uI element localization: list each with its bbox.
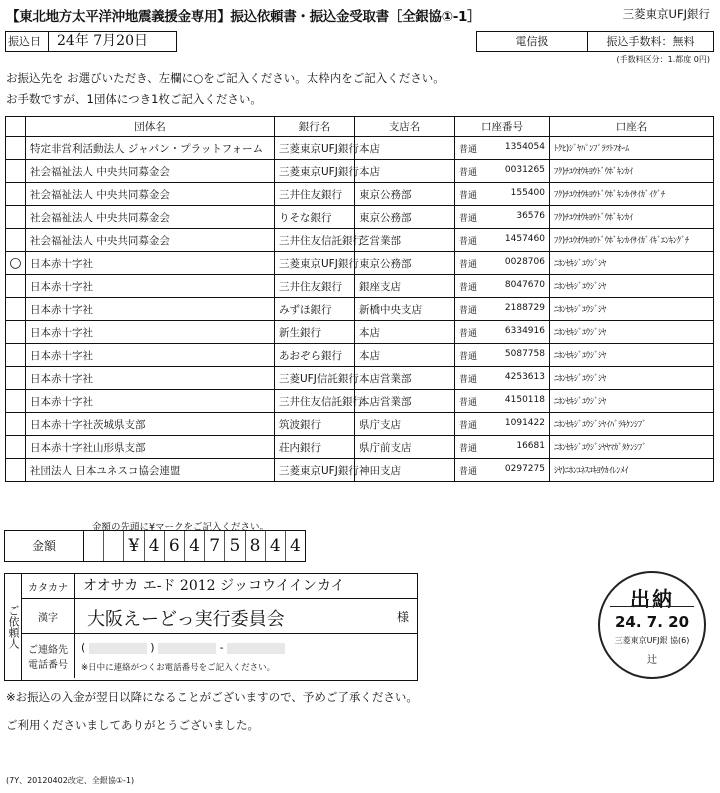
account-type: 普通 — [459, 167, 478, 178]
fee-label: 振込手数料：無料 — [606, 35, 695, 48]
amount-digits[interactable] — [84, 531, 305, 561]
bank-cell: 新生銀行 — [275, 321, 355, 344]
org-cell: 日本赤十字社 — [26, 252, 275, 275]
amount-digit[interactable]: 4 — [266, 531, 286, 561]
org-cell: 日本赤十字社 — [26, 390, 275, 413]
amount-box — [4, 530, 306, 562]
bank-cell: 三井住友銀行 — [275, 275, 355, 298]
account-type: 普通 — [459, 259, 478, 270]
bank-cell: 三菱東京UFJ銀行 — [275, 137, 355, 160]
table-row[interactable] — [6, 160, 714, 183]
account-number-cell — [455, 206, 550, 229]
col-mark — [6, 117, 26, 137]
account-number: 4253613 — [504, 371, 545, 382]
bank-cell: 三井住友信託銀行 — [275, 229, 355, 252]
org-cell: 社会福祉法人 中央共同募金会 — [26, 206, 275, 229]
bank-cell: 三井住友信託銀行 — [275, 390, 355, 413]
phone-area-redacted — [89, 643, 147, 654]
branch-cell: 東京公務部 — [355, 183, 455, 206]
account-name-cell: ﾆﾎﾝｾｷｼﾞﾕｳｼﾞｼﾔ — [550, 298, 714, 321]
client-contact-row — [22, 634, 417, 678]
mark-cell[interactable] — [6, 183, 26, 206]
stamp-mark: 辻 — [647, 655, 657, 666]
bank-cell: 三菱東京UFJ銀行 — [275, 160, 355, 183]
account-name-cell: ﾆﾎﾝｾｷｼﾞﾕｳｼﾞｼﾔ — [550, 275, 714, 298]
phone-dash: - — [219, 641, 224, 654]
branch-cell: 東京公務部 — [355, 206, 455, 229]
bank-cell: 三井住友銀行 — [275, 183, 355, 206]
account-name-cell: ﾄｸﾋ)ｼﾞﾔﾊﾟﾝﾌﾟﾗﾂﾄﾌｵｰﾑ — [550, 137, 714, 160]
account-name-cell: ﾆﾎﾝｾｷｼﾞﾕｳｼﾞｼﾔ — [550, 367, 714, 390]
account-number-cell — [455, 413, 550, 436]
org-cell: 日本赤十字社 — [26, 275, 275, 298]
account-type: 普通 — [459, 328, 478, 339]
client-kana-row — [22, 574, 417, 599]
account-name-cell: ﾌｸ)ﾁﾕｳｵｳｷﾖｳﾄﾞｳﾎﾞｷﾝｶｲ — [550, 206, 714, 229]
mark-cell[interactable] — [6, 298, 26, 321]
account-number-cell — [455, 321, 550, 344]
mark-cell[interactable] — [6, 390, 26, 413]
transfer-type: 電信扱 — [477, 32, 588, 51]
amount-digit[interactable] — [84, 531, 104, 561]
account-number: 0297275 — [504, 463, 545, 474]
phone-mid-redacted — [158, 643, 216, 654]
mark-cell[interactable] — [6, 459, 26, 482]
account-number-cell — [455, 160, 550, 183]
account-name-cell: ﾆﾎﾝｾｷｼﾞﾕｳｼﾞｼﾔﾔﾏｶﾞﾀｹﾝｼﾌﾞ — [550, 436, 714, 459]
mark-cell[interactable] — [6, 229, 26, 252]
instruction-2: お手数ですが、1団体につき1枚ご記入ください。 — [6, 92, 262, 106]
transfer-date-label: 振込日 — [6, 32, 49, 51]
account-number: 4150118 — [504, 394, 545, 405]
amount-digit[interactable]: 4 — [185, 531, 205, 561]
table-header-row — [6, 117, 714, 137]
client-side-label: ご依頼人 — [5, 574, 22, 680]
account-number: 1091422 — [504, 417, 545, 428]
mark-cell[interactable] — [6, 160, 26, 183]
branch-cell: 本店 — [355, 137, 455, 160]
transfer-date-value[interactable]: 24年 7月20日 — [57, 33, 148, 49]
account-name-cell: ﾌｸ)ﾁﾕｳｵｳｷﾖｳﾄﾞｳﾎﾞｷﾝｶｲ — [550, 160, 714, 183]
account-type: 普通 — [459, 351, 478, 362]
branch-cell: 銀座支店 — [355, 275, 455, 298]
client-kana-label: カタカナ — [22, 574, 75, 598]
col-account-number: 口座番号 — [455, 117, 550, 137]
amount-digit[interactable]: 5 — [225, 531, 245, 561]
table-row[interactable] — [6, 459, 714, 482]
account-number-cell — [455, 229, 550, 252]
mark-cell[interactable] — [6, 321, 26, 344]
table-row[interactable] — [6, 137, 714, 160]
amount-digit[interactable] — [104, 531, 124, 561]
col-branch: 支店名 — [355, 117, 455, 137]
branch-cell: 県庁前支店 — [355, 436, 455, 459]
account-number: 1354054 — [504, 141, 545, 152]
table-row[interactable] — [6, 321, 714, 344]
account-name-cell: ﾌｸ)ﾁﾕｳｵｳｷﾖｳﾄﾞｳﾎﾞｷﾝｶｲｻｲｶﾞｲｸﾞﾁ — [550, 183, 714, 206]
amount-digit[interactable]: 6 — [165, 531, 185, 561]
fee-box — [476, 31, 714, 52]
account-type: 普通 — [459, 144, 478, 155]
account-name-cell: ﾆﾎﾝｾｷｼﾞﾕｳｼﾞｼﾔ — [550, 390, 714, 413]
account-number: 0028706 — [504, 256, 545, 267]
branch-cell: 本店 — [355, 344, 455, 367]
col-bank: 銀行名 — [275, 117, 355, 137]
footer-version: (7Y、20120402改定、全銀協①-1) — [6, 776, 135, 785]
account-number-cell — [455, 436, 550, 459]
bank-cell: あおぞら銀行 — [275, 344, 355, 367]
stamp-date: 24. 7. 20 — [614, 613, 690, 631]
mark-cell[interactable] — [6, 413, 26, 436]
amount-digit[interactable]: 8 — [246, 531, 266, 561]
account-name-cell: ﾆﾎﾝｾｷｼﾞﾕｳｼﾞｼﾔ — [550, 252, 714, 275]
bank-cell: 三菱東京UFJ銀行 — [275, 252, 355, 275]
account-name-cell: ﾌｸ)ﾁﾕｳｵｳｷﾖｳﾄﾞｳﾎﾞｷﾝｶｲｻｲｶﾞｲｷﾞｴﾝｷﾝｸﾞﾁ — [550, 229, 714, 252]
teller-stamp — [598, 571, 706, 679]
amount-note: 金額の先頭に¥マークをご記入ください。 — [92, 522, 270, 533]
table-row[interactable] — [6, 436, 714, 459]
account-number-cell — [455, 344, 550, 367]
account-type: 普通 — [459, 213, 478, 224]
account-type: 普通 — [459, 374, 478, 385]
mark-cell[interactable] — [6, 275, 26, 298]
table-row[interactable] — [6, 367, 714, 390]
phone-last-redacted — [227, 643, 285, 654]
account-number-cell — [455, 367, 550, 390]
client-kanji-row — [22, 599, 417, 634]
contact-note: ※日中に連絡がつくお電話番号をご記入ください。 — [81, 663, 276, 673]
phone-open-paren: ( — [81, 641, 86, 654]
table-row[interactable] — [6, 275, 714, 298]
branch-cell: 芝営業部 — [355, 229, 455, 252]
org-cell: 特定非営利活動法人 ジャパン・プラットフォーム — [26, 137, 275, 160]
phone-fields[interactable] — [81, 641, 285, 654]
client-contact-cell — [75, 634, 417, 678]
table-row[interactable] — [6, 183, 714, 206]
mark-cell[interactable]: ○ — [6, 252, 26, 275]
account-number-cell — [455, 459, 550, 482]
org-cell: 日本赤十字社 — [26, 344, 275, 367]
branch-cell: 本店 — [355, 160, 455, 183]
bank-cell: みずほ銀行 — [275, 298, 355, 321]
fee-note: (手数料区分：1.都度 0円) — [616, 55, 710, 64]
account-number: 5087758 — [504, 348, 545, 359]
client-contact-label: ご連絡先 電話番号 — [22, 634, 75, 678]
account-type: 普通 — [459, 282, 478, 293]
col-account-name: 口座名 — [550, 117, 714, 137]
table-row[interactable] — [6, 298, 714, 321]
mark-cell[interactable] — [6, 344, 26, 367]
account-name-cell: ﾆﾎﾝｾｷｼﾞﾕｳｼﾞｼﾔ — [550, 344, 714, 367]
client-kanji-cell — [75, 599, 417, 633]
footer-thanks: ご利用くださいましてありがとうございました。 — [6, 718, 259, 732]
mark-cell[interactable] — [6, 206, 26, 229]
account-number-cell — [455, 137, 550, 160]
org-cell: 日本赤十字社 — [26, 367, 275, 390]
branch-cell: 新橋中央支店 — [355, 298, 455, 321]
recipient-table — [5, 116, 714, 482]
branch-cell: 本店営業部 — [355, 390, 455, 413]
bank-cell: 三菱UFJ信託銀行 — [275, 367, 355, 390]
account-type: 普通 — [459, 397, 478, 408]
client-kanji-label: 漢字 — [22, 599, 75, 633]
bank-cell: りそな銀行 — [275, 206, 355, 229]
stamp-bank: 三菱東京UFJ銀 協(6) — [614, 636, 690, 645]
table-row[interactable] — [6, 413, 714, 436]
account-type: 普通 — [459, 420, 478, 431]
col-org: 団体名 — [26, 117, 275, 137]
table-row[interactable] — [6, 344, 714, 367]
mark-cell[interactable] — [6, 367, 26, 390]
mark-cell[interactable] — [6, 436, 26, 459]
amount-digit[interactable]: 4 — [145, 531, 165, 561]
transfer-date-box — [5, 31, 177, 52]
account-number-cell — [455, 183, 550, 206]
account-name-cell: ｼﾔ)ﾆﾎﾝﾕﾈｽｺｷﾖｳｶｲﾚﾝﾒｲ — [550, 459, 714, 482]
table-row[interactable] — [6, 390, 714, 413]
stamp-divider — [610, 606, 694, 607]
account-number: 36576 — [516, 210, 545, 221]
account-name-cell: ﾆﾎﾝｾｷｼﾞﾕｳｼﾞｼﾔｲﾊﾞﾗｷｹﾝｼﾌﾞ — [550, 413, 714, 436]
org-cell: 社団法人 日本ユネスコ協会連盟 — [26, 459, 275, 482]
account-name-cell: ﾆﾎﾝｾｷｼﾞﾕｳｼﾞｼﾔ — [550, 321, 714, 344]
account-number: 6334916 — [504, 325, 545, 336]
phone-close-paren: ) — [150, 641, 155, 654]
form-title: 【東北地方太平洋沖地震義援金専用】振込依頼書・振込金受取書［全銀協①-1］ — [6, 9, 481, 25]
org-cell: 社会福祉法人 中央共同募金会 — [26, 160, 275, 183]
table-row[interactable] — [6, 229, 714, 252]
account-number: 16681 — [516, 440, 545, 451]
amount-digit[interactable]: ¥ — [124, 531, 144, 561]
branch-cell: 本店営業部 — [355, 367, 455, 390]
client-kanji-value[interactable]: 大阪えーどっ実行委員会 — [87, 609, 285, 630]
account-type: 普通 — [459, 190, 478, 201]
bank-cell: 筑波銀行 — [275, 413, 355, 436]
account-type: 普通 — [459, 236, 478, 247]
org-cell: 日本赤十字社 — [26, 321, 275, 344]
amount-label: 金額 — [5, 531, 84, 561]
org-cell: 社会福祉法人 中央共同募金会 — [26, 229, 275, 252]
client-kana-value[interactable]: オオサカ エ-ド 2012 ジッコウイインカイ — [83, 578, 345, 594]
bank-cell: 荘内銀行 — [275, 436, 355, 459]
account-type: 普通 — [459, 466, 478, 477]
branch-cell: 県庁支店 — [355, 413, 455, 436]
account-type: 普通 — [459, 305, 478, 316]
table-row[interactable] — [6, 252, 714, 275]
org-cell: 日本赤十字社山形県支部 — [26, 436, 275, 459]
account-number-cell — [455, 275, 550, 298]
instruction-1: お振込先を お選びいただき、左欄に○をご記入ください。太枠内をご記入ください。 — [6, 71, 445, 85]
stamp-title: 出納 — [630, 587, 674, 611]
account-number-cell — [455, 390, 550, 413]
branch-cell: 神田支店 — [355, 459, 455, 482]
footer-note: ※お振込の入金が翌日以降になることがございますので、予めご了承ください。 — [6, 690, 418, 704]
account-type: 普通 — [459, 443, 478, 454]
org-cell: 日本赤十字社 — [26, 298, 275, 321]
honorific: 様 — [396, 610, 409, 624]
account-number-cell — [455, 298, 550, 321]
bank-cell: 三菱東京UFJ銀行 — [275, 459, 355, 482]
table-row[interactable] — [6, 206, 714, 229]
branch-cell: 東京公務部 — [355, 252, 455, 275]
account-number-cell — [455, 252, 550, 275]
branch-cell: 本店 — [355, 321, 455, 344]
amount-digit[interactable]: 4 — [290, 536, 301, 556]
mark-cell[interactable] — [6, 137, 26, 160]
account-number: 155400 — [510, 187, 545, 198]
org-cell: 日本赤十字社茨城県支部 — [26, 413, 275, 436]
org-cell: 社会福祉法人 中央共同募金会 — [26, 183, 275, 206]
amount-digit[interactable]: 7 — [205, 531, 225, 561]
account-number: 8047670 — [504, 279, 545, 290]
bank-name: 三菱東京UFJ銀行 — [622, 7, 710, 21]
account-number: 0031265 — [504, 164, 545, 175]
client-box — [4, 573, 418, 681]
account-number: 1457460 — [504, 233, 545, 244]
account-number: 2188729 — [504, 302, 545, 313]
